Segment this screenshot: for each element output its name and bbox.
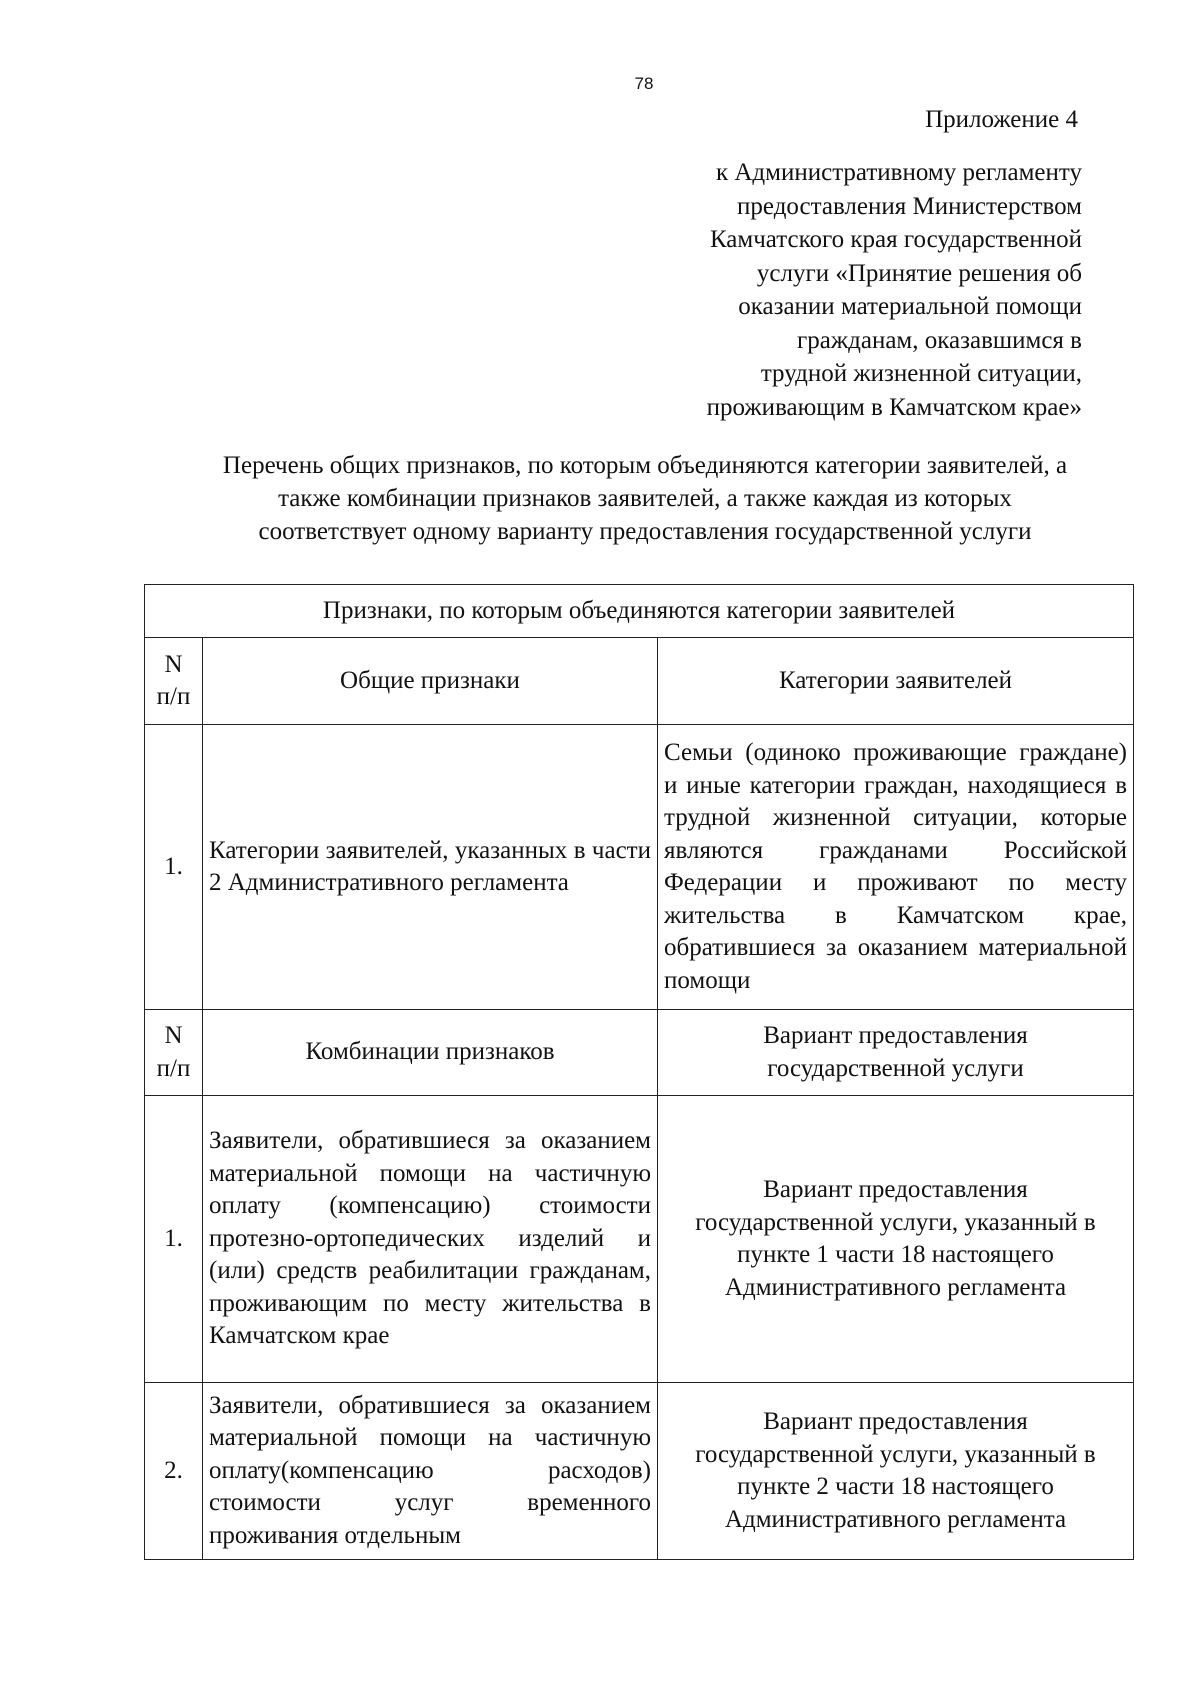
row-combination: Заявители, обратившиеся за оказанием материальной помощи на частичную оплату(компенсацию расходов) стоимости услуг временного проживания отдельным [203, 1383, 658, 1560]
document-heading [130, 449, 1160, 548]
page-number: 78 [634, 74, 654, 93]
row-features: Категории заявителей, указанных в части 2 Административного регламента [203, 725, 658, 1010]
appendix-subtitle-line: к Административному регламенту [715, 159, 1082, 186]
applicant-categories-table [144, 584, 1134, 1560]
col-number-header-line: п/п [156, 1054, 191, 1082]
col-number-header [145, 1010, 203, 1096]
row-variant-line: пункте 2 части 18 настоящего [737, 1473, 1054, 1500]
col-number-header-line: N [164, 650, 183, 678]
row-number: 1. [145, 725, 203, 1010]
row-number: 2. [145, 1383, 203, 1560]
col-number-header-line: п/п [156, 683, 191, 710]
col-variant-header-line: государственной услуги [767, 1054, 1024, 1082]
table-row [145, 725, 1134, 1010]
appendix-subtitle-line: Камчатского края государственной [709, 226, 1082, 253]
row-combination: Заявители, обратившиеся за оказанием материальной помощи на частичную оплату (компенсацию) стоимости протезно-ортопедических изделий и (или) средств реабилитации гражданам, проживающим по месту жительства в Камчатском крае [203, 1096, 658, 1383]
row-variant-line: Административного регламента [724, 1505, 1067, 1533]
appendix-subtitle-line: оказании материальной помощи [738, 293, 1082, 320]
heading-line: Перечень общих признаков, по которым объединяются категории заявителей, а [222, 452, 1068, 479]
col-number-header-line: N [164, 1022, 183, 1049]
appendix-subtitle-line: гражданам, оказавшимся в [797, 326, 1082, 354]
heading-line: также комбинации признаков заявителей, а также каждая из которых [278, 485, 1012, 512]
appendix-subtitle-line: услуги «Принятие решения об [756, 259, 1082, 287]
row-variant-line: Вариант предоставления [763, 1176, 1028, 1203]
col-variant-header [658, 1010, 1134, 1096]
row-categories: Семьи (одиноко проживающие граждане) и иные категории граждан, находящиеся в трудной жизненной ситуации, которые являются гражданами Российской Федерации и проживают по месту жительства в Камчатском крае, обратившиеся за оказанием материальной помощи [658, 725, 1134, 1010]
table-top-header-row [145, 585, 1134, 638]
appendix-title: Приложение 4 [925, 106, 1078, 133]
row-variant-line: Административного регламента [724, 1273, 1067, 1301]
heading-line: соответствует одному варианту предоставления государственной услуги [258, 518, 1032, 545]
table-row [145, 1096, 1134, 1383]
appendix-subtitle-line: трудной жизненной ситуации, [760, 360, 1082, 387]
section1-header-row [145, 638, 1134, 725]
row-variant [658, 1383, 1134, 1560]
appendix-subtitle-line: предоставления Министерством [737, 192, 1082, 220]
table-row [145, 1383, 1134, 1560]
row-variant-line: Вариант предоставления [763, 1408, 1028, 1435]
col-features-header: Общие признаки [203, 638, 658, 725]
col-categories-header: Категории заявителей [658, 638, 1134, 725]
col-number-header [145, 638, 203, 725]
appendix-subtitle [642, 156, 1082, 424]
row-variant-line: пункте 1 части 18 настоящего [737, 1241, 1054, 1268]
row-variant-line: государственной услуги, указанный в [695, 1440, 1096, 1468]
row-variant [658, 1096, 1134, 1383]
table-top-header: Признаки, по которым объединяются категории заявителей [145, 585, 1134, 638]
col-variant-header-line: Вариант предоставления [763, 1022, 1028, 1049]
row-variant-line: государственной услуги, указанный в [695, 1208, 1096, 1236]
col-combinations-header: Комбинации признаков [203, 1010, 658, 1096]
row-number: 1. [145, 1096, 203, 1383]
section2-header-row [145, 1010, 1134, 1096]
appendix-subtitle-line: проживающим в Камчатском крае» [706, 393, 1082, 421]
